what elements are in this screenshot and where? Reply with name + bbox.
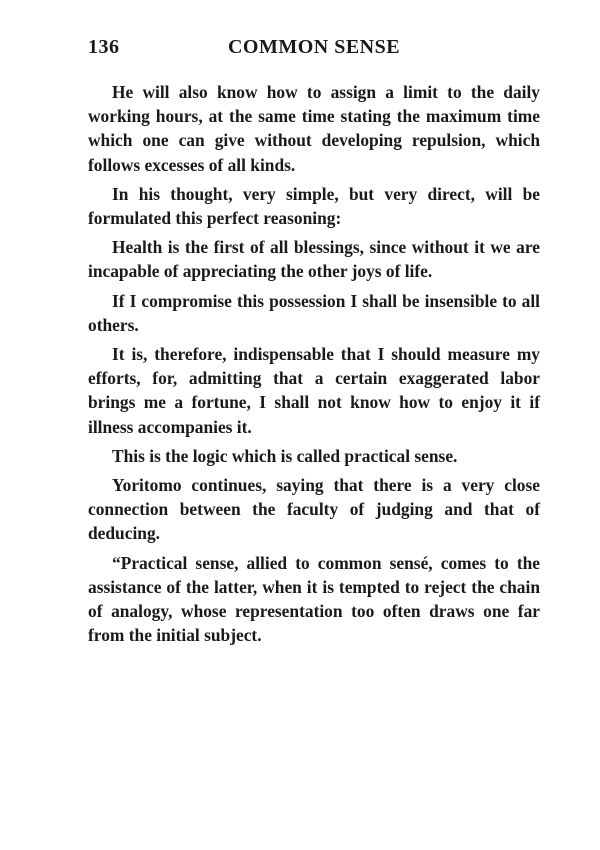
running-title: COMMON SENSE	[227, 36, 401, 58]
paragraph: Yoritomo continues, saying that there is a very close connection between the faculty of judging and that of deducing.	[88, 475, 540, 544]
page-header	[88, 36, 540, 62]
paragraph: He will also know how to assign a limit to the daily working hours, at the same time stating the maximum time which one can give without developing repulsion, which follows excesses of all kinds.	[88, 82, 540, 175]
paragraph: It is, therefore, indispensable that I should measure my efforts, for, admitting that a certain exaggerated labor brings me a fortune, I shall not know how to enjoy it if illness accompanies it.	[88, 344, 540, 437]
paragraph: Health is the first of all blessings, since without it we are incapable of appreciating the other joys of life.	[88, 237, 540, 282]
body-text	[88, 80, 540, 652]
paragraph: If I compromise this possession I shall be insensible to all others.	[88, 290, 540, 335]
page-number: 136	[88, 36, 120, 58]
paragraph: This is the logic which is called practical sense.	[112, 445, 458, 466]
paragraph: In his thought, very simple, but very direct, will be formulated this perfect reasoning:	[88, 183, 540, 229]
paragraph: “Practical sense, allied to common sensé, comes to the assistance of the latter, when it is tempted to reject the chain of analogy, whose representation too often draws one far from the initial subject.	[88, 552, 540, 646]
